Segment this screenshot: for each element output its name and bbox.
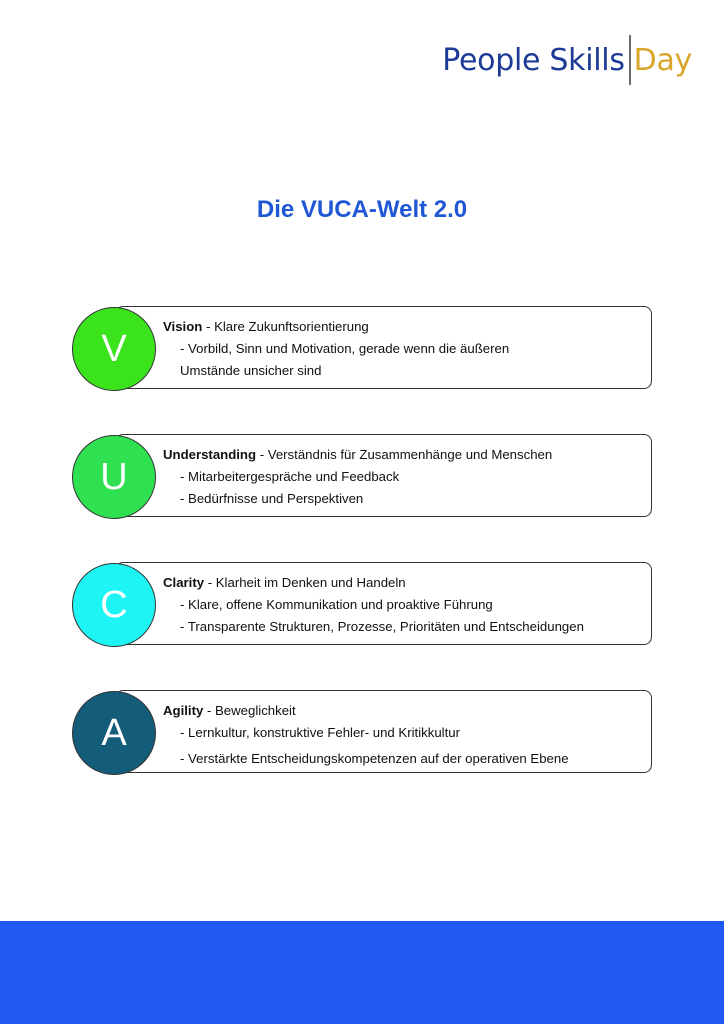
card-text (163, 572, 584, 638)
vuca-card-agility (70, 690, 652, 775)
card-heading (163, 700, 569, 722)
keyword: Agility (163, 703, 204, 718)
bullet-line: - Verstärkte Entscheidungskompetenzen auf der operativen Ebene (180, 751, 569, 766)
letter-circle-c: C (72, 563, 156, 647)
card-heading (163, 316, 509, 338)
vuca-card-vision (70, 306, 652, 391)
vuca-card-clarity (70, 562, 652, 647)
vuca-card-understanding (70, 434, 652, 519)
bullet-line: - Lernkultur, konstruktive Fehler- und Kritikkultur (180, 725, 460, 740)
card-heading (163, 444, 552, 466)
description: - Klarheit im Denken und Handeln (204, 575, 406, 590)
description: - Beweglichkeit (203, 703, 296, 718)
logo-main-text: People Skills (442, 42, 625, 78)
letter-circle-a: A (72, 691, 156, 775)
logo-accent-text: Day (633, 42, 692, 78)
keyword: Clarity (163, 575, 205, 590)
logo-divider (629, 35, 631, 85)
card-text (163, 316, 509, 382)
card-text (163, 444, 552, 510)
page-title: Die VUCA-Welt 2.0 (256, 196, 468, 223)
letter-circle-u: U (72, 435, 156, 519)
letter-circle-v: V (72, 307, 156, 391)
keyword: Vision (163, 319, 203, 334)
description: - Verständnis für Zusammenhänge und Menschen (256, 447, 553, 462)
footer-bar (0, 921, 724, 1024)
people-skills-day-logo (442, 34, 692, 86)
keyword: Understanding (163, 447, 257, 462)
card-text (163, 700, 569, 770)
bullet-line: - Klare, offene Kommunikation und proaktive Führung (180, 597, 493, 612)
bullet-line: - Mitarbeitergespräche und Feedback (180, 469, 400, 484)
description: - Klare Zukunftsorientierung (202, 319, 369, 334)
bullet-line: - Transparente Strukturen, Prozesse, Prioritäten und Entscheidungen (180, 619, 584, 634)
bullet-line: - Vorbild, Sinn und Motivation, gerade wenn die äußeren (180, 341, 510, 356)
bullet-line: - Bedürfnisse und Perspektiven (180, 491, 364, 506)
bullet-line: Umstände unsicher sind (180, 363, 322, 378)
card-heading (163, 572, 584, 594)
